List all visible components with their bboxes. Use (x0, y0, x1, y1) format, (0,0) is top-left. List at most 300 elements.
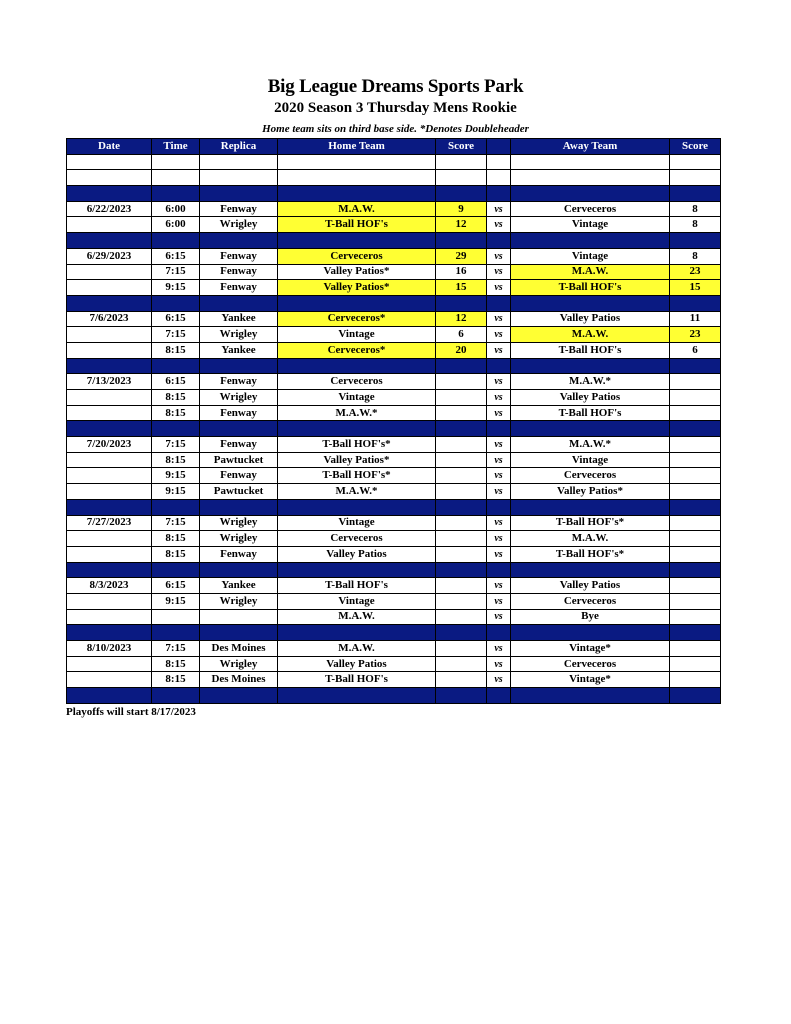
separator-cell (670, 186, 721, 202)
replica-cell: Yankee (200, 342, 278, 358)
separator-cell (152, 295, 200, 311)
time-cell: 8:15 (152, 342, 200, 358)
replica-cell (200, 154, 278, 170)
separator-cell (278, 358, 436, 374)
home-team-cell: Valley Patios (278, 546, 436, 562)
away-score-cell (670, 374, 721, 390)
separator-cell (200, 421, 278, 437)
week-separator-row (67, 295, 721, 311)
home-score-cell (436, 405, 487, 421)
week-separator-row (67, 562, 721, 578)
playoffs-note: Playoffs will start 8/17/2023 (66, 706, 196, 718)
time-cell: 7:15 (152, 641, 200, 657)
time-cell: 8:15 (152, 672, 200, 688)
separator-cell (487, 421, 511, 437)
game-row (67, 546, 721, 562)
time-cell (152, 170, 200, 186)
game-row (67, 531, 721, 547)
separator-cell (436, 688, 487, 704)
separator-cell (200, 499, 278, 515)
away-score-cell: 8 (670, 201, 721, 217)
home-score-cell (436, 672, 487, 688)
time-cell: 8:15 (152, 546, 200, 562)
home-score-cell (436, 531, 487, 547)
separator-cell (670, 625, 721, 641)
time-cell: 8:15 (152, 390, 200, 406)
vs-cell: vs (487, 672, 511, 688)
page-subtitle: 2020 Season 3 Thursday Mens Rookie (274, 100, 517, 116)
game-row (67, 217, 721, 233)
separator-cell (436, 186, 487, 202)
separator-cell (200, 562, 278, 578)
away-score-cell (670, 515, 721, 531)
schedule-table (66, 138, 721, 704)
date-cell: 8/3/2023 (67, 578, 152, 594)
home-score-cell (436, 374, 487, 390)
date-cell (67, 468, 152, 484)
schedule-body (67, 154, 721, 703)
game-row (67, 154, 721, 170)
home-score-header: Score (436, 139, 487, 155)
replica-cell: Wrigley (200, 217, 278, 233)
separator-cell (670, 688, 721, 704)
week-separator-row (67, 233, 721, 249)
replica-cell: Fenway (200, 374, 278, 390)
game-row (67, 201, 721, 217)
separator-cell (152, 421, 200, 437)
away-team-cell: Vintage* (511, 672, 670, 688)
away-team-cell: Cerveceros (511, 201, 670, 217)
away-score-cell (670, 593, 721, 609)
week-separator-row (67, 186, 721, 202)
game-row (67, 452, 721, 468)
separator-cell (67, 625, 152, 641)
time-cell: 9:15 (152, 593, 200, 609)
away-team-cell: Valley Patios (511, 311, 670, 327)
vs-cell (487, 170, 511, 186)
time-cell (152, 154, 200, 170)
home-team-cell: M.A.W. (278, 201, 436, 217)
replica-cell: Wrigley (200, 593, 278, 609)
time-cell: 6:15 (152, 578, 200, 594)
time-cell: 6:00 (152, 201, 200, 217)
separator-cell (511, 688, 670, 704)
home-team-cell: M.A.W. (278, 641, 436, 657)
separator-cell (152, 562, 200, 578)
date-cell (67, 593, 152, 609)
home-team-cell: Vintage (278, 593, 436, 609)
replica-cell: Fenway (200, 248, 278, 264)
separator-cell (436, 421, 487, 437)
home-score-cell: 6 (436, 327, 487, 343)
home-team-cell: Valley Patios* (278, 280, 436, 296)
separator-cell (278, 499, 436, 515)
separator-cell (511, 358, 670, 374)
separator-cell (487, 233, 511, 249)
away-score-cell: 8 (670, 217, 721, 233)
home-team-cell: Vintage (278, 515, 436, 531)
separator-cell (67, 186, 152, 202)
separator-cell (152, 625, 200, 641)
vs-cell: vs (487, 484, 511, 500)
vs-header (487, 139, 511, 155)
date-cell (67, 405, 152, 421)
away-score-cell (670, 609, 721, 625)
date-cell (67, 280, 152, 296)
vs-cell: vs (487, 264, 511, 280)
away-team-cell: M.A.W.* (511, 374, 670, 390)
away-score-cell: 6 (670, 342, 721, 358)
separator-cell (278, 295, 436, 311)
vs-cell (487, 154, 511, 170)
home-team-cell: Vintage (278, 390, 436, 406)
separator-cell (487, 358, 511, 374)
away-team-cell: Valley Patios (511, 578, 670, 594)
week-separator-row (67, 421, 721, 437)
away-team-cell: Valley Patios* (511, 484, 670, 500)
home-team-cell: Valley Patios (278, 656, 436, 672)
game-row (67, 609, 721, 625)
separator-cell (487, 688, 511, 704)
date-header: Date (67, 139, 152, 155)
separator-cell (670, 562, 721, 578)
separator-cell (511, 233, 670, 249)
separator-cell (152, 358, 200, 374)
separator-cell (67, 688, 152, 704)
away-score-cell (670, 578, 721, 594)
separator-cell (436, 358, 487, 374)
game-row (67, 578, 721, 594)
separator-cell (278, 186, 436, 202)
separator-cell (436, 499, 487, 515)
separator-cell (67, 358, 152, 374)
home-score-cell (436, 593, 487, 609)
week-separator-row (67, 358, 721, 374)
separator-cell (278, 562, 436, 578)
home-score-cell (436, 578, 487, 594)
separator-cell (670, 358, 721, 374)
separator-cell (511, 186, 670, 202)
away-score-cell (670, 484, 721, 500)
replica-header: Replica (200, 139, 278, 155)
away-team-cell: M.A.W.* (511, 437, 670, 453)
home-score-cell (436, 452, 487, 468)
date-cell (67, 154, 152, 170)
game-row (67, 311, 721, 327)
away-score-cell: 15 (670, 280, 721, 296)
game-row (67, 656, 721, 672)
date-cell: 7/13/2023 (67, 374, 152, 390)
replica-cell: Fenway (200, 405, 278, 421)
time-cell: 7:15 (152, 515, 200, 531)
separator-cell (511, 295, 670, 311)
date-cell (67, 531, 152, 547)
home-score-cell (436, 609, 487, 625)
away-team-header: Away Team (511, 139, 670, 155)
home-score-cell (436, 546, 487, 562)
separator-cell (67, 295, 152, 311)
time-cell: 6:15 (152, 311, 200, 327)
time-cell: 7:15 (152, 264, 200, 280)
away-score-cell (670, 531, 721, 547)
game-row (67, 468, 721, 484)
time-cell: 9:15 (152, 468, 200, 484)
game-row (67, 484, 721, 500)
home-team-cell: T-Ball HOF's (278, 217, 436, 233)
date-cell (67, 390, 152, 406)
date-cell: 7/27/2023 (67, 515, 152, 531)
vs-cell: vs (487, 578, 511, 594)
home-team-cell (278, 170, 436, 186)
separator-cell (436, 625, 487, 641)
away-team-cell: T-Ball HOF's* (511, 515, 670, 531)
date-cell (67, 342, 152, 358)
away-team-cell (511, 170, 670, 186)
week-separator-row (67, 625, 721, 641)
home-score-cell (436, 437, 487, 453)
home-team-cell: T-Ball HOF's* (278, 437, 436, 453)
page-title: Big League Dreams Sports Park (267, 76, 524, 97)
vs-cell: vs (487, 546, 511, 562)
game-row (67, 390, 721, 406)
home-score-cell (436, 484, 487, 500)
replica-cell: Fenway (200, 437, 278, 453)
game-row (67, 672, 721, 688)
date-cell (67, 264, 152, 280)
date-cell (67, 484, 152, 500)
home-team-cell: Vintage (278, 327, 436, 343)
date-cell (67, 672, 152, 688)
date-cell: 7/6/2023 (67, 311, 152, 327)
separator-cell (487, 295, 511, 311)
vs-cell: vs (487, 327, 511, 343)
home-score-cell: 12 (436, 311, 487, 327)
date-cell (67, 452, 152, 468)
separator-cell (670, 421, 721, 437)
home-score-cell (436, 641, 487, 657)
separator-cell (487, 499, 511, 515)
replica-cell: Des Moines (200, 641, 278, 657)
separator-cell (67, 562, 152, 578)
home-team-cell: Valley Patios* (278, 264, 436, 280)
vs-cell: vs (487, 593, 511, 609)
away-team-cell: T-Ball HOF's* (511, 546, 670, 562)
separator-cell (200, 688, 278, 704)
replica-cell: Fenway (200, 201, 278, 217)
time-cell: 6:00 (152, 217, 200, 233)
away-score-header: Score (670, 139, 721, 155)
home-score-cell: 12 (436, 217, 487, 233)
away-score-cell: 23 (670, 327, 721, 343)
home-team-cell: Cerveceros* (278, 311, 436, 327)
vs-cell: vs (487, 405, 511, 421)
away-team-cell: T-Ball HOF's (511, 342, 670, 358)
separator-cell (278, 625, 436, 641)
away-score-cell (670, 546, 721, 562)
away-team-cell: Vintage (511, 217, 670, 233)
separator-cell (67, 233, 152, 249)
date-cell (67, 327, 152, 343)
away-score-cell (670, 656, 721, 672)
separator-cell (670, 295, 721, 311)
replica-cell: Fenway (200, 280, 278, 296)
separator-cell (200, 625, 278, 641)
replica-cell: Fenway (200, 264, 278, 280)
game-row (67, 515, 721, 531)
replica-cell: Des Moines (200, 672, 278, 688)
date-cell (67, 170, 152, 186)
game-row (67, 327, 721, 343)
separator-cell (200, 295, 278, 311)
away-team-cell: Cerveceros (511, 593, 670, 609)
time-cell: 8:15 (152, 452, 200, 468)
away-team-cell: M.A.W. (511, 264, 670, 280)
game-row (67, 264, 721, 280)
separator-cell (67, 421, 152, 437)
home-team-cell: M.A.W.* (278, 484, 436, 500)
away-team-cell: Cerveceros (511, 656, 670, 672)
date-cell (67, 546, 152, 562)
away-score-cell (670, 437, 721, 453)
time-cell: 7:15 (152, 437, 200, 453)
away-score-cell: 23 (670, 264, 721, 280)
home-score-cell (436, 170, 487, 186)
away-score-cell (670, 452, 721, 468)
game-row (67, 342, 721, 358)
replica-cell: Pawtucket (200, 452, 278, 468)
time-cell: 8:15 (152, 405, 200, 421)
home-team-cell: Cerveceros* (278, 342, 436, 358)
header-row (67, 139, 721, 155)
away-score-cell (670, 468, 721, 484)
away-score-cell (670, 405, 721, 421)
home-score-cell (436, 154, 487, 170)
away-team-cell (511, 154, 670, 170)
separator-cell (487, 186, 511, 202)
separator-cell (436, 295, 487, 311)
away-team-cell: Vintage (511, 248, 670, 264)
away-team-cell: M.A.W. (511, 531, 670, 547)
time-cell: 6:15 (152, 374, 200, 390)
home-score-cell: 20 (436, 342, 487, 358)
replica-cell: Fenway (200, 546, 278, 562)
week-separator-row (67, 688, 721, 704)
vs-cell: vs (487, 201, 511, 217)
away-team-cell: Vintage (511, 452, 670, 468)
home-score-cell: 29 (436, 248, 487, 264)
home-team-cell (278, 154, 436, 170)
separator-cell (200, 358, 278, 374)
home-team-cell: Cerveceros (278, 531, 436, 547)
time-header: Time (152, 139, 200, 155)
away-score-cell (670, 672, 721, 688)
away-team-cell: Valley Patios (511, 390, 670, 406)
away-team-cell: T-Ball HOF's (511, 280, 670, 296)
date-cell: 8/10/2023 (67, 641, 152, 657)
date-cell (67, 609, 152, 625)
separator-cell (511, 562, 670, 578)
away-score-cell: 11 (670, 311, 721, 327)
vs-cell: vs (487, 280, 511, 296)
home-score-cell (436, 656, 487, 672)
separator-cell (200, 233, 278, 249)
replica-cell (200, 609, 278, 625)
separator-cell (278, 421, 436, 437)
vs-cell: vs (487, 390, 511, 406)
replica-cell: Wrigley (200, 656, 278, 672)
week-separator-row (67, 499, 721, 515)
vs-cell: vs (487, 531, 511, 547)
doubleheader-note: Home team sits on third base side. *Denotes Doubleheader (262, 123, 529, 135)
game-row (67, 280, 721, 296)
separator-cell (511, 421, 670, 437)
home-team-cell: M.A.W.* (278, 405, 436, 421)
vs-cell: vs (487, 515, 511, 531)
away-team-cell: T-Ball HOF's (511, 405, 670, 421)
away-score-cell: 8 (670, 248, 721, 264)
home-score-cell (436, 515, 487, 531)
separator-cell (487, 625, 511, 641)
replica-cell: Wrigley (200, 327, 278, 343)
home-team-cell: Valley Patios* (278, 452, 436, 468)
vs-cell: vs (487, 452, 511, 468)
replica-cell: Wrigley (200, 390, 278, 406)
replica-cell: Wrigley (200, 515, 278, 531)
time-cell (152, 609, 200, 625)
separator-cell (67, 499, 152, 515)
separator-cell (200, 186, 278, 202)
away-team-cell: M.A.W. (511, 327, 670, 343)
vs-cell: vs (487, 641, 511, 657)
date-cell: 6/22/2023 (67, 201, 152, 217)
home-team-header: Home Team (278, 139, 436, 155)
game-row (67, 374, 721, 390)
game-row (67, 248, 721, 264)
separator-cell (278, 688, 436, 704)
away-team-cell: Vintage* (511, 641, 670, 657)
home-score-cell (436, 390, 487, 406)
home-team-cell: M.A.W. (278, 609, 436, 625)
separator-cell (278, 233, 436, 249)
away-score-cell (670, 170, 721, 186)
game-row (67, 405, 721, 421)
separator-cell (152, 499, 200, 515)
time-cell: 8:15 (152, 531, 200, 547)
date-cell: 6/29/2023 (67, 248, 152, 264)
away-team-cell: Bye (511, 609, 670, 625)
separator-cell (152, 688, 200, 704)
vs-cell: vs (487, 217, 511, 233)
home-score-cell: 9 (436, 201, 487, 217)
separator-cell (511, 625, 670, 641)
home-team-cell: Cerveceros (278, 248, 436, 264)
away-team-cell: Cerveceros (511, 468, 670, 484)
home-score-cell (436, 468, 487, 484)
game-row (67, 170, 721, 186)
separator-cell (152, 186, 200, 202)
separator-cell (152, 233, 200, 249)
time-cell: 9:15 (152, 484, 200, 500)
replica-cell: Wrigley (200, 531, 278, 547)
vs-cell: vs (487, 374, 511, 390)
separator-cell (511, 499, 670, 515)
game-row (67, 437, 721, 453)
home-team-cell: Cerveceros (278, 374, 436, 390)
home-team-cell: T-Ball HOF's* (278, 468, 436, 484)
home-team-cell: T-Ball HOF's (278, 672, 436, 688)
replica-cell: Yankee (200, 311, 278, 327)
game-row (67, 593, 721, 609)
